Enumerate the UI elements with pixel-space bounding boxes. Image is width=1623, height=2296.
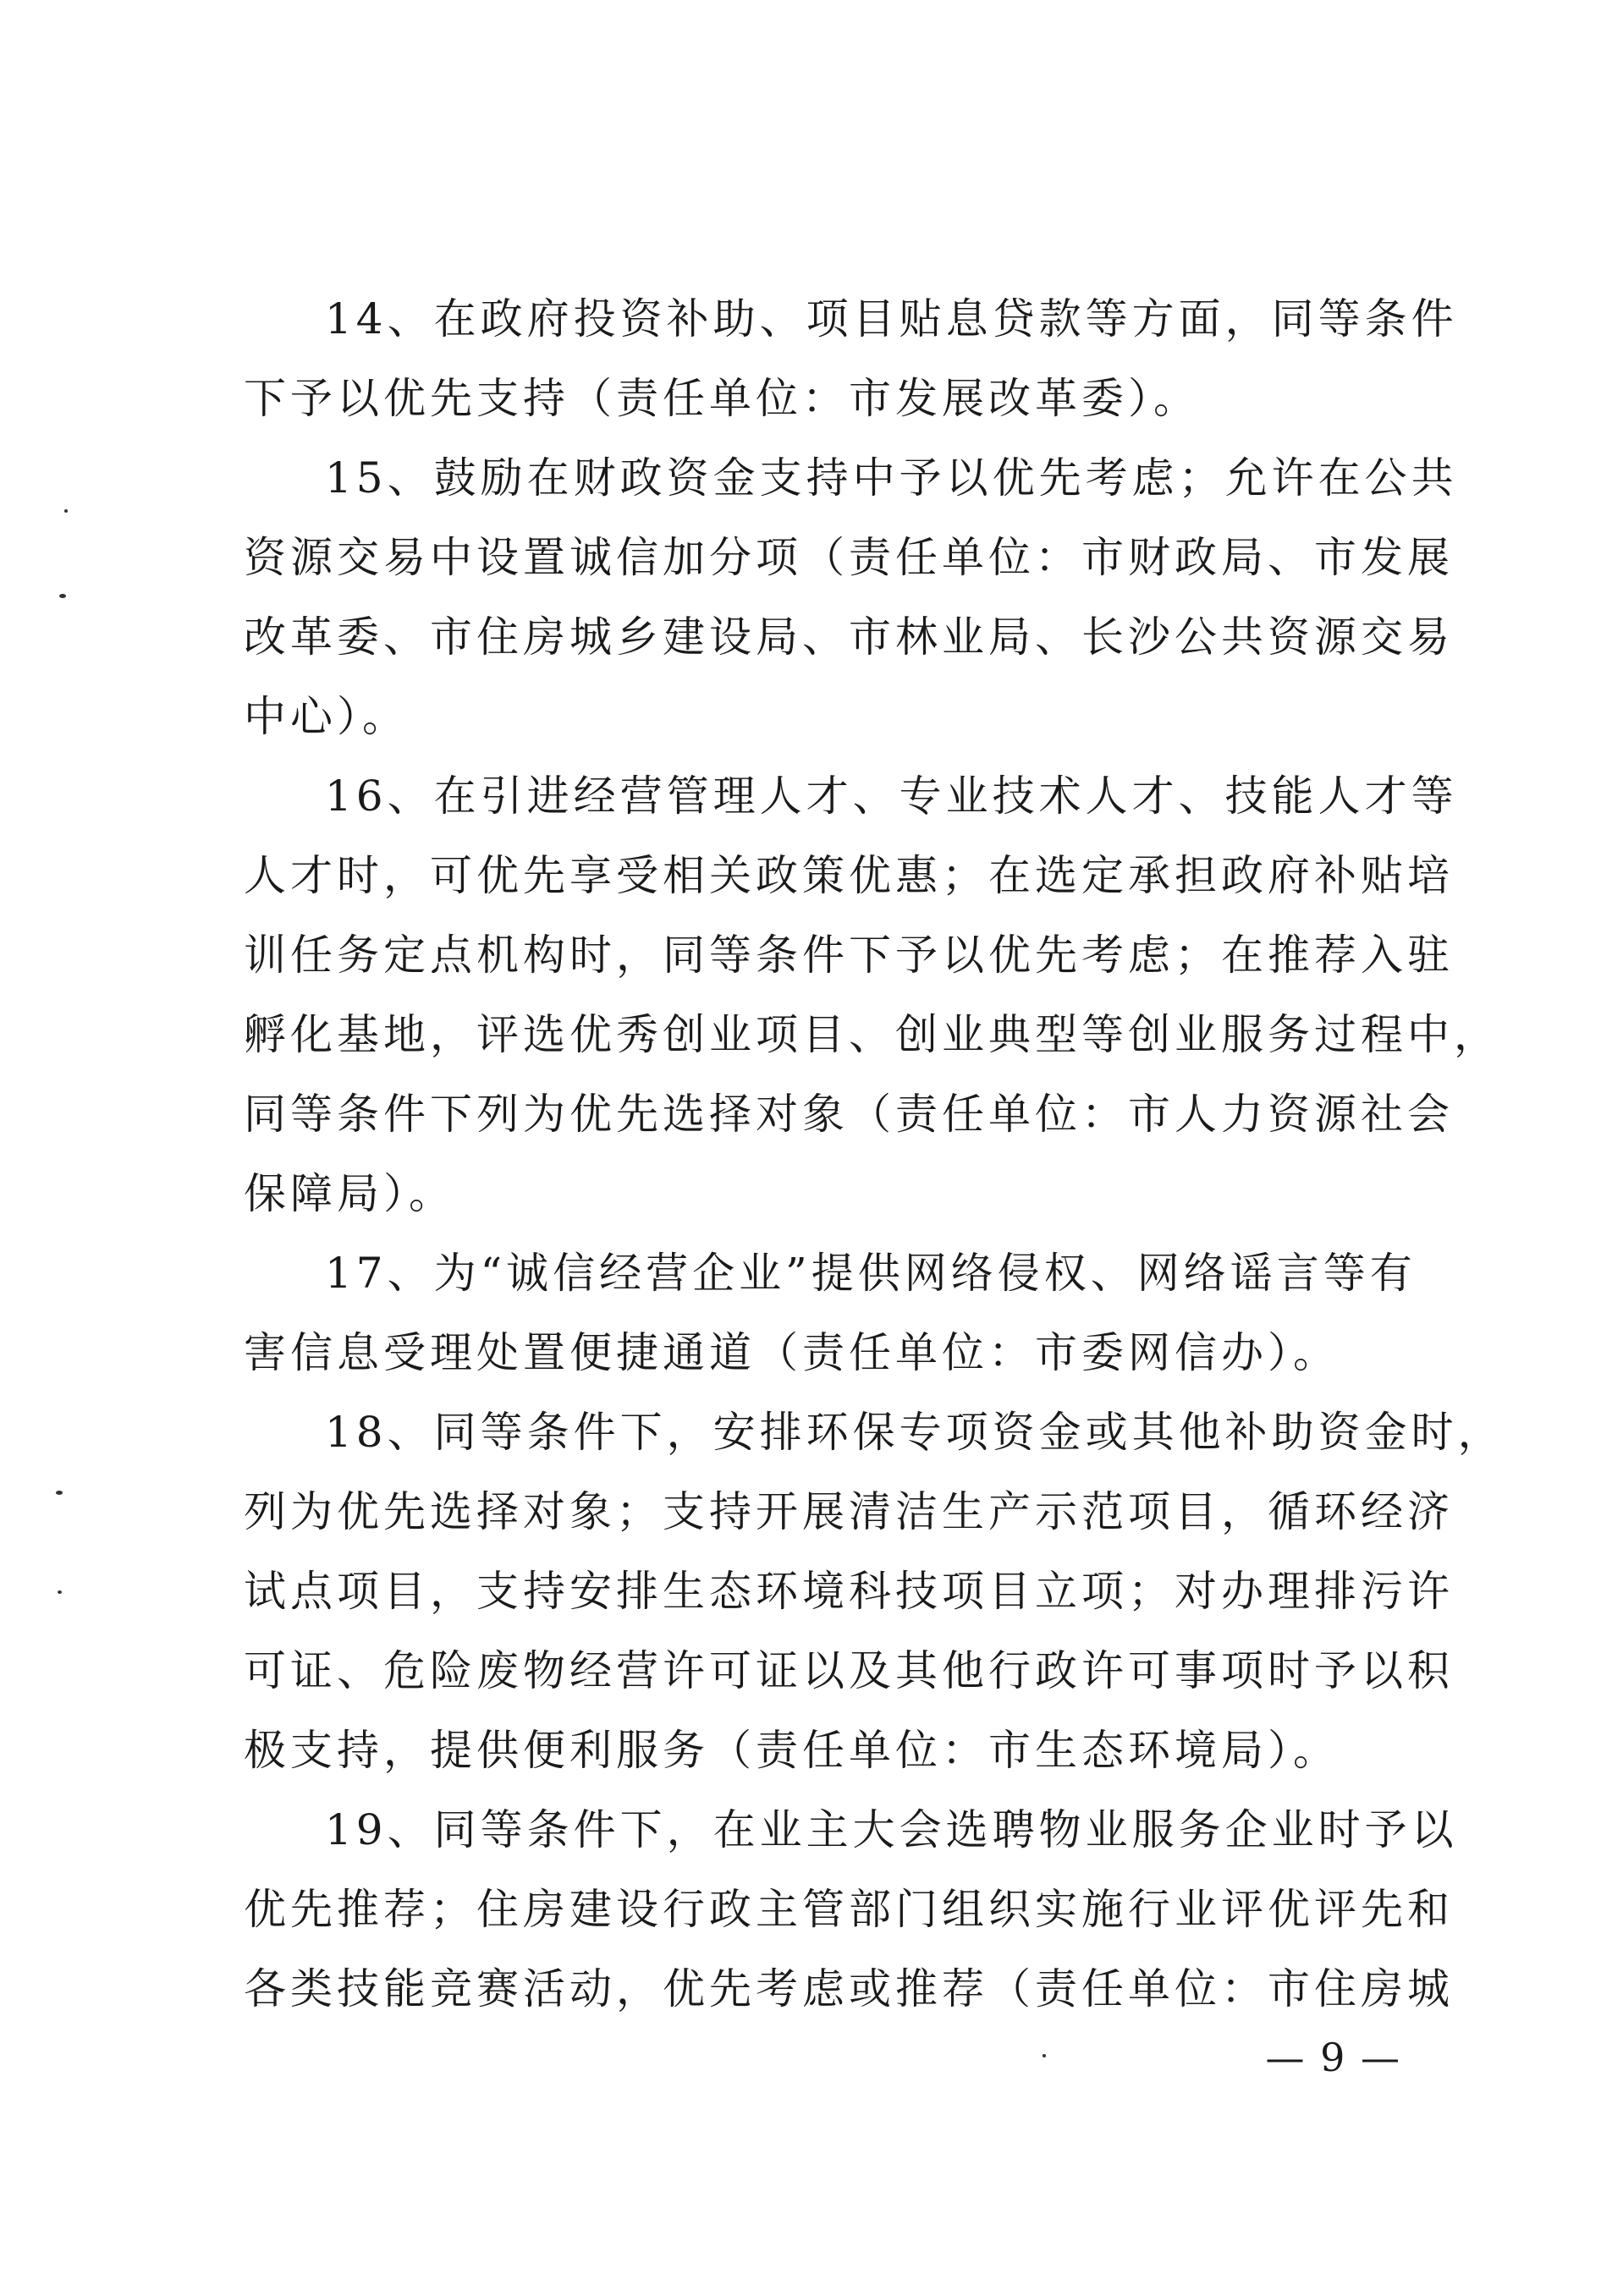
paragraph-14 [244, 279, 1458, 438]
text-line: 保障局）。 [244, 1169, 455, 1218]
text-line: 各类技能竞赛活动，优先考虑或推荐（责任单位：市住房城 [244, 1964, 1454, 2013]
text-line: 18、同等条件下，安排环保专项资金或其他补助资金时， [325, 1408, 1505, 1457]
text-line: 下予以优先支持（责任单位：市发展改革委）。 [244, 374, 1200, 423]
scan-speck [59, 594, 66, 598]
paragraph-17 [244, 1233, 1417, 1392]
text-line: 14、在政府投资补助、项目贴息贷款等方面，同等条件 [325, 294, 1458, 343]
paragraph-19 [244, 1790, 1458, 2029]
text-line: 试点项目，支持安排生态环境科技项目立项；对办理排污许 [244, 1567, 1454, 1616]
text-line: 害信息受理处置便捷通道（责任单位：市委网信办）。 [244, 1328, 1340, 1377]
scan-speck [56, 1491, 63, 1495]
text-line: 15、鼓励在财政资金支持中予以优先考虑；允许在公共 [325, 453, 1458, 503]
scan-speck [58, 1590, 62, 1594]
text-line: 优先推荐；住房建设行政主管部门组织实施行业评优评先和 [244, 1885, 1454, 1934]
scan-speck [64, 509, 68, 513]
text-line: 极支持，提供便利服务（责任单位：市生态环境局）。 [244, 1726, 1340, 1775]
text-line: 19、同等条件下，在业主大会选聘物业服务企业时予以 [325, 1805, 1458, 1854]
text-line: 列为优先选择对象；支持开展清洁生产示范项目，循环经济 [244, 1487, 1454, 1536]
text-line: 孵化基地，评选优秀创业项目、创业典型等创业服务过程中， [244, 1010, 1500, 1059]
text-line: 中心）。 [244, 692, 409, 741]
text-line: 同等条件下列为优先选择对象（责任单位：市人力资源社会 [244, 1090, 1454, 1139]
text-line: 可证、危险废物经营许可证以及其他行政许可事项时予以积 [244, 1646, 1454, 1695]
text-line: 16、在引进经营管理人才、专业技术人才、技能人才等 [325, 772, 1458, 821]
scan-speck [1043, 2054, 1046, 2057]
paragraph-16 [244, 756, 1500, 1233]
paragraph-18 [244, 1392, 1505, 1790]
paragraph-15 [244, 438, 1458, 756]
text-line: 训任务定点机构时，同等条件下予以优先考虑；在推荐入驻 [244, 931, 1454, 980]
text-line: 人才时，可优先享受相关政策优惠；在选定承担政府补贴培 [244, 851, 1454, 900]
text-line: 17、为“诚信经营企业”提供网络侵权、网络谣言等有 [325, 1249, 1417, 1298]
text-line: 资源交易中设置诚信加分项（责任单位：市财政局、市发展 [244, 533, 1454, 582]
text-line: 改革委、市住房城乡建设局、市林业局、长沙公共资源交易 [244, 612, 1454, 662]
body-text [244, 279, 1505, 2029]
page-number: — 9 — [1265, 2035, 1401, 2080]
